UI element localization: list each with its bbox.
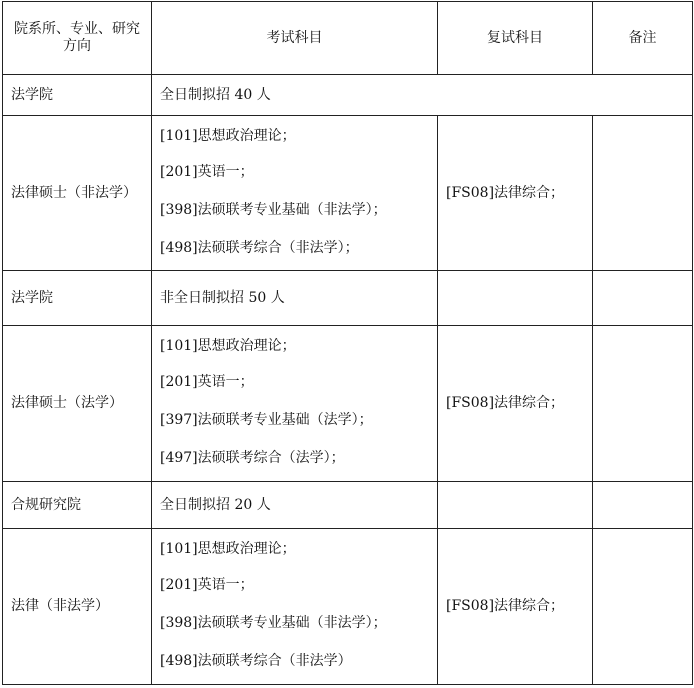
subject-line: [201]英语一； [160,577,254,594]
subject-line: [498]法硕联考综合（非法学） [160,653,352,670]
dept-cell: 法律（非法学） [3,529,152,685]
subject-line: [398]法硕联考专业基础（非法学）； [160,615,387,632]
subject-line: [497]法硕联考综合（法学）； [160,450,345,467]
subject-line: [201]英语一； [160,374,254,391]
dept-cell: 法律硕士（非法学） [3,116,152,271]
dept-cell: 法学院 [3,271,152,326]
header-row [3,2,693,75]
table-row [3,482,693,529]
table-row [3,326,693,482]
note-cell [593,482,693,529]
exam-subjects-table [2,1,693,685]
quota-cell: 非全日制拟招 50 人 [152,271,438,326]
retest-cell: [FS08]法律综合； [438,326,593,482]
subjects-cell [152,116,438,271]
retest-cell: [FS08]法律综合； [438,529,593,685]
table-row [3,529,693,685]
header-notes: 备注 [593,2,693,75]
dept-cell: 法律硕士（法学） [3,326,152,482]
header-dept: 院系所、专业、研究方向 [3,2,152,75]
table-row [3,75,693,116]
subject-line: [398]法硕联考专业基础（非法学）； [160,201,387,218]
table-row [3,116,693,271]
retest-cell [438,271,593,326]
subject-line: [101]思想政治理论； [160,541,296,558]
header-retest-subjects: 复试科目 [438,2,593,75]
header-exam-subjects: 考试科目 [152,2,438,75]
note-cell [593,116,693,271]
dept-cell: 合规研究院 [3,482,152,529]
subject-line: [498]法硕联考综合（非法学）； [160,239,359,256]
note-cell [593,271,693,326]
subject-line: [201]英语一； [160,163,254,180]
subject-line: [101]思想政治理论； [160,338,296,355]
note-cell [593,529,693,685]
subject-line: [397]法硕联考专业基础（法学）； [160,412,373,429]
subjects-cell [152,326,438,482]
subjects-cell [152,529,438,685]
retest-cell [438,482,593,529]
quota-cell: 全日制拟招 20 人 [152,482,438,529]
retest-cell: [FS08]法律综合； [438,116,593,271]
subject-line: [101]思想政治理论； [160,127,296,144]
note-cell [593,326,693,482]
dept-cell: 法学院 [3,75,152,116]
quota-cell: 全日制拟招 40 人 [152,75,693,116]
table-row [3,271,693,326]
